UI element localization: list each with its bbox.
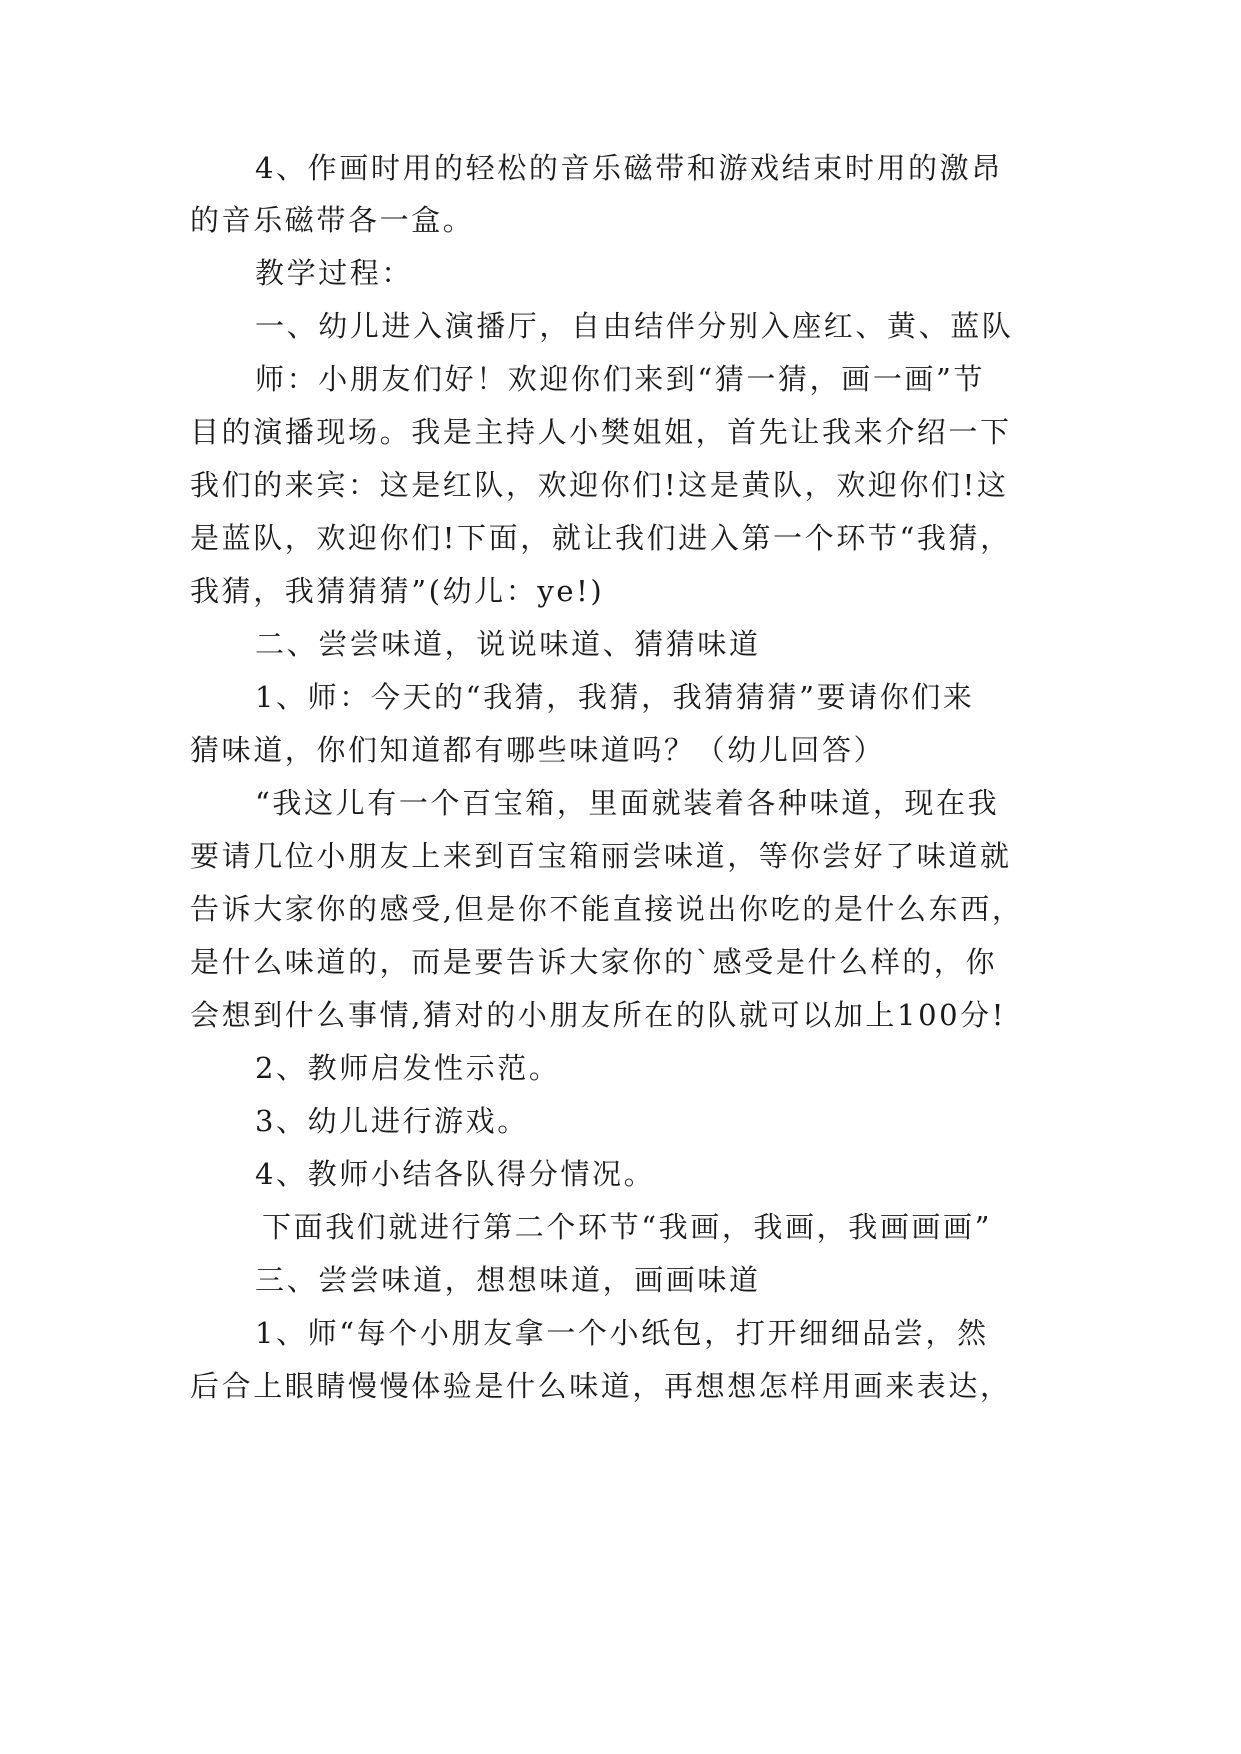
text-line: 猜味道，你们知道都有哪些味道吗？（幼儿回答） bbox=[190, 733, 886, 767]
text-line: 我猜，我猜猜猜”(幼儿：ye!) bbox=[190, 574, 605, 608]
text-line: 后合上眼睛慢慢体验是什么味道，再想想怎样用画来表达， bbox=[190, 1369, 1012, 1403]
text-line: 4、教师小结各队得分情况。 bbox=[255, 1157, 656, 1191]
section-heading: 三、尝尝味道，想想味道，画画味道 bbox=[255, 1263, 761, 1297]
text-line: 的音乐磁带各一盒。 bbox=[190, 203, 475, 237]
text-line: 会想到什么事情,猜对的小朋友所在的队就可以加上100分! bbox=[190, 998, 1007, 1032]
section-heading: 一、幼儿进入演播厅，自由结伴分别入座红、黄、蓝队 bbox=[255, 309, 1014, 343]
text-line: 要请几位小朋友上来到百宝箱丽尝味道，等你尝好了味道就 bbox=[190, 839, 1012, 873]
text-line: 师：小朋友们好！欢迎你们来到“猜一猜，画一画”节 bbox=[255, 362, 986, 396]
text-line: 告诉大家你的感受,但是你不能直接说出你吃的是什么东西， bbox=[190, 892, 1024, 926]
section-heading: 二、尝尝味道，说说味道、猜猜味道 bbox=[255, 627, 761, 661]
text-line: 是什么味道的，而是要告诉大家你的`感受是什么样的，你 bbox=[190, 945, 998, 979]
text-line: 下面我们就进行第二个环节“我画，我画，我画画画” bbox=[262, 1210, 993, 1244]
section-heading: 教学过程： bbox=[255, 256, 414, 290]
text-line: 4、作画时用的轻松的音乐磁带和游戏结束时用的激昂 bbox=[255, 151, 1003, 185]
text-line: 3、幼儿进行游戏。 bbox=[255, 1104, 529, 1138]
text-line: 是蓝队，欢迎你们!下面，就让我们进入第一个环节“我猜， bbox=[190, 521, 1012, 555]
text-line: 2、教师启发性示范。 bbox=[255, 1051, 561, 1085]
text-line: 1、师：今天的“我猜，我猜，我猜猜猜”要请你们来 bbox=[255, 680, 975, 714]
text-line: 1、师“每个小朋友拿一个小纸包，打开细细品尝，然 bbox=[255, 1316, 989, 1350]
text-line: “我这儿有一个百宝箱，里面就装着各种味道，现在我 bbox=[255, 786, 1000, 820]
text-line: 我们的来宾：这是红队，欢迎你们!这是黄队，欢迎你们!这 bbox=[190, 468, 1009, 502]
text-line: 目的演播现场。我是主持人小樊姐姐，首先让我来介绍一下 bbox=[190, 415, 1012, 449]
